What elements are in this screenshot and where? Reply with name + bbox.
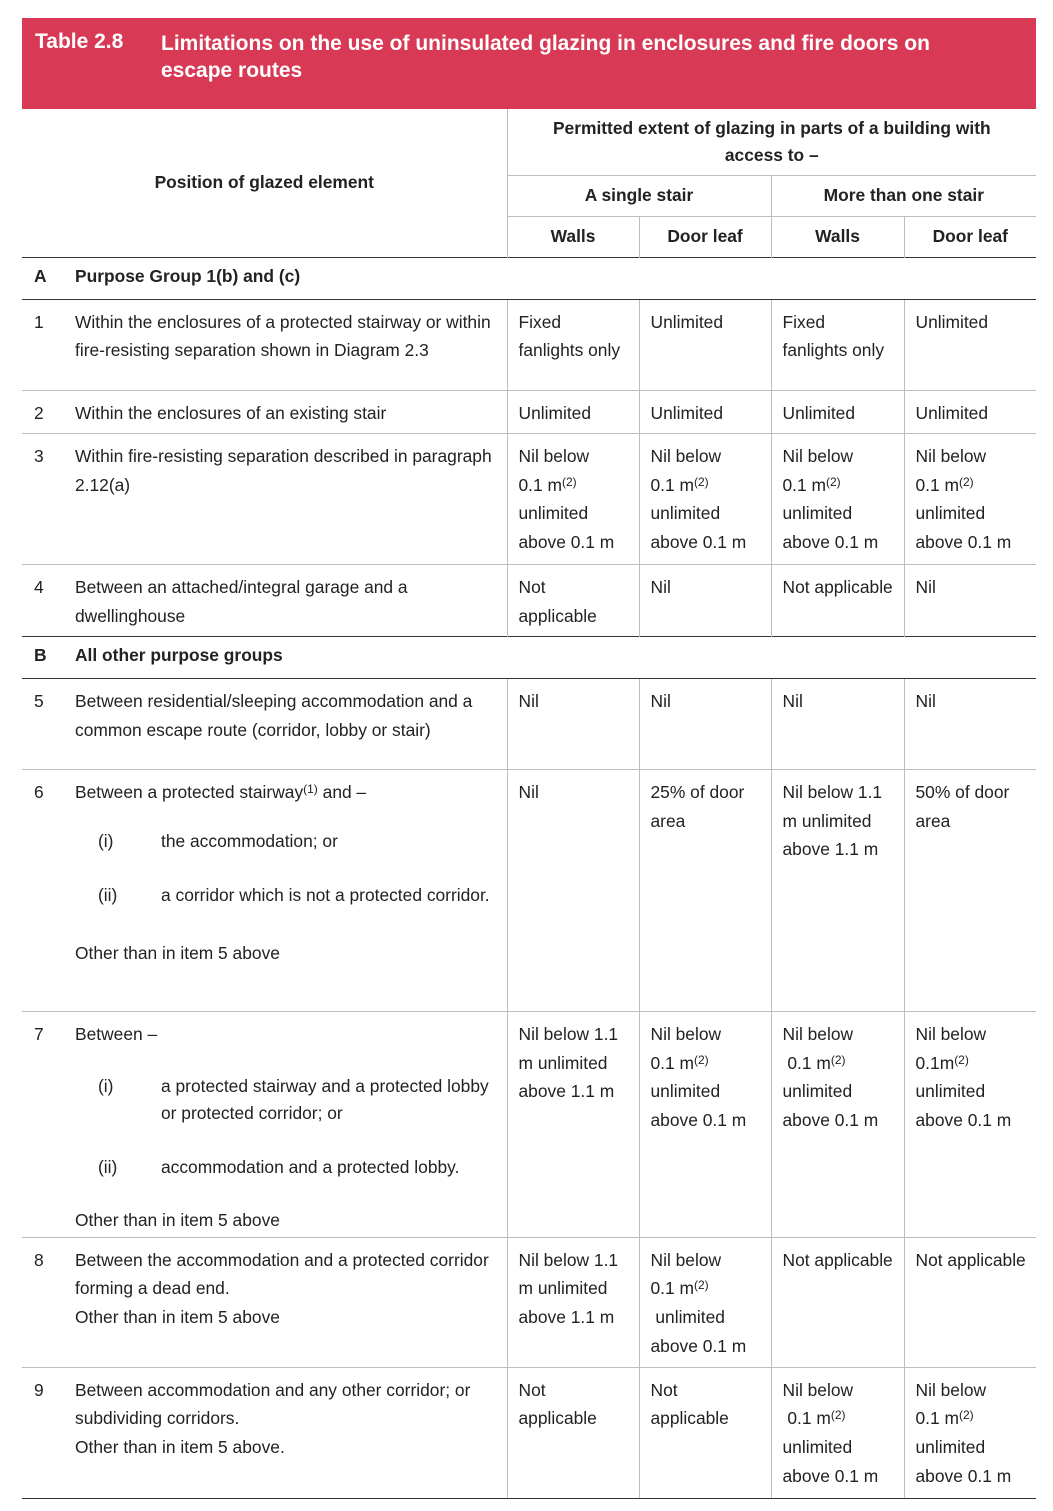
cell-multi-door: Unlimited xyxy=(904,390,1036,434)
row-number: 8 xyxy=(22,1237,75,1367)
glazing-limitations-table xyxy=(22,109,1036,1499)
cell-multi-walls: Not applicable xyxy=(771,565,904,637)
cell-single-walls: Nil below 1.1 m unlimited above 1.1 m xyxy=(507,1012,639,1238)
cell-multi-door: Not applicable xyxy=(904,1237,1036,1367)
cell-multi-door: Nil below 0.1 $m^{(2)}$ unlimited above 0.1 m xyxy=(904,1367,1036,1498)
cell-single-door: Nil xyxy=(639,679,771,770)
cell-multi-walls: Nil below 0.1 $m^{(2)}$ unlimited above 0.1 m xyxy=(771,434,904,565)
cell-multi-walls: Nil below 0.1 $m^{(2)}$ unlimited above 0.1 m xyxy=(771,1012,904,1238)
header-walls: Walls xyxy=(771,216,904,257)
header-position: Position of glazed element xyxy=(154,172,374,193)
cell-multi-door: Nil xyxy=(904,679,1036,770)
cell-multi-door: 50% of door area xyxy=(904,770,1036,1012)
section-letter: A xyxy=(22,257,75,299)
row-number: 7 xyxy=(22,1012,75,1238)
row-description: Between a protected stairway$^{(1)}$ and – (i) the accommodation; or (ii) a corridor which is not a protected corridor. Other than in item 5 above xyxy=(75,770,507,1012)
section-letter: B xyxy=(22,637,75,679)
cell-multi-walls: Nil xyxy=(771,679,904,770)
table-row xyxy=(22,434,1036,565)
header-door-leaf: Door leaf xyxy=(904,216,1036,257)
cell-single-walls: Not applicable xyxy=(507,565,639,637)
cell-single-walls: Unlimited xyxy=(507,390,639,434)
document-page xyxy=(22,18,1036,1499)
table-title-bar xyxy=(22,18,1036,109)
cell-multi-door: Nil below 0.1 $m^{(2)}$ unlimited above 0.1 m xyxy=(904,434,1036,565)
row-description: Between residential/sleeping accommodation and a common escape route (corridor, lobby or stair) xyxy=(75,679,507,770)
table-row xyxy=(22,1237,1036,1367)
row-description: Between the accommodation and a protected corridor forming a dead end. Other than in item 5 above xyxy=(75,1237,507,1367)
table-row xyxy=(22,565,1036,637)
cell-single-door: Nil xyxy=(639,565,771,637)
row-description: Within the enclosures of an existing stair xyxy=(75,390,507,434)
row-number: 1 xyxy=(22,299,75,390)
row-description: Between an attached/integral garage and a dwellinghouse xyxy=(75,565,507,637)
table-number: Table 2.8 xyxy=(35,30,124,53)
cell-multi-door: Unlimited xyxy=(904,299,1036,390)
section-a-row xyxy=(22,257,1036,299)
cell-multi-walls: Nil below 1.1 m unlimited above 1.1 m xyxy=(771,770,904,1012)
cell-single-walls: Nil below 0.1 $m^{(2)}$ unlimited above 0.1 m xyxy=(507,434,639,565)
cell-single-door: Nil below 0.1 $m^{(2)}$ unlimited above 0.1 m xyxy=(639,1012,771,1238)
cell-single-door: Unlimited xyxy=(639,390,771,434)
cell-multi-door: Nil below $0.1m^{(2)}$ unlimited above 0.1 m xyxy=(904,1012,1036,1238)
cell-single-door: Nil below 0.1 $m^{(2)}$ unlimited above 0.1 m xyxy=(639,1237,771,1367)
cell-multi-walls: Unlimited xyxy=(771,390,904,434)
row-description: Within the enclosures of a protected stairway or within fire-resisting separation shown in Diagram 2.3 xyxy=(75,299,507,390)
cell-single-door: Unlimited xyxy=(639,299,771,390)
header-more-than-one-stair: More than one stair xyxy=(771,175,1036,216)
row-number: 9 xyxy=(22,1367,75,1498)
row-number: 5 xyxy=(22,679,75,770)
cell-single-walls: Nil below 1.1 m unlimited above 1.1 m xyxy=(507,1237,639,1367)
cell-multi-walls: Nil below 0.1 $m^{(2)}$ unlimited above 0.1 m xyxy=(771,1367,904,1498)
table-row xyxy=(22,770,1036,1012)
row-number: 2 xyxy=(22,390,75,434)
cell-multi-walls: Fixed fanlights only xyxy=(771,299,904,390)
row-number: 3 xyxy=(22,434,75,565)
section-b-row xyxy=(22,637,1036,679)
table-row xyxy=(22,679,1036,770)
header-door-leaf: Door leaf xyxy=(639,216,771,257)
header-permitted: Permitted extent of glazing in parts of a building with access to – xyxy=(507,109,1036,175)
cell-single-door: 25% of door area xyxy=(639,770,771,1012)
cell-single-walls: Fixed fanlights only xyxy=(507,299,639,390)
table-row xyxy=(22,1367,1036,1498)
header-walls: Walls xyxy=(507,216,639,257)
cell-single-door: Nil below 0.1 $m^{(2)}$ unlimited above 0.1 m xyxy=(639,434,771,565)
cell-single-walls: Nil xyxy=(507,679,639,770)
cell-multi-door: Nil xyxy=(904,565,1036,637)
row-number: 4 xyxy=(22,565,75,637)
table-row xyxy=(22,390,1036,434)
row-description: Between accommodation and any other corridor; or subdividing corridors. Other than in item 5 above. xyxy=(75,1367,507,1498)
row-description: Within fire-resisting separation described in paragraph 2.12(a) xyxy=(75,434,507,565)
cell-single-door: Not applicable xyxy=(639,1367,771,1498)
table-title: Limitations on the use of uninsulated glazing in enclosures and fire doors on escape routes xyxy=(161,32,930,82)
cell-single-walls: Not applicable xyxy=(507,1367,639,1498)
row-description: Between – (i) a protected stairway and a protected lobby or protected corridor; or (ii) accommodation and a protected lobby. Other than in item 5 above xyxy=(75,1012,507,1238)
table-row xyxy=(22,1012,1036,1238)
header-single-stair: A single stair xyxy=(507,175,771,216)
cell-single-walls: Nil xyxy=(507,770,639,1012)
cell-multi-walls: Not applicable xyxy=(771,1237,904,1367)
section-title: Purpose Group 1(b) and (c) xyxy=(75,257,1036,299)
row-number: 6 xyxy=(22,770,75,1012)
table-row xyxy=(22,299,1036,390)
section-title: All other purpose groups xyxy=(75,637,1036,679)
